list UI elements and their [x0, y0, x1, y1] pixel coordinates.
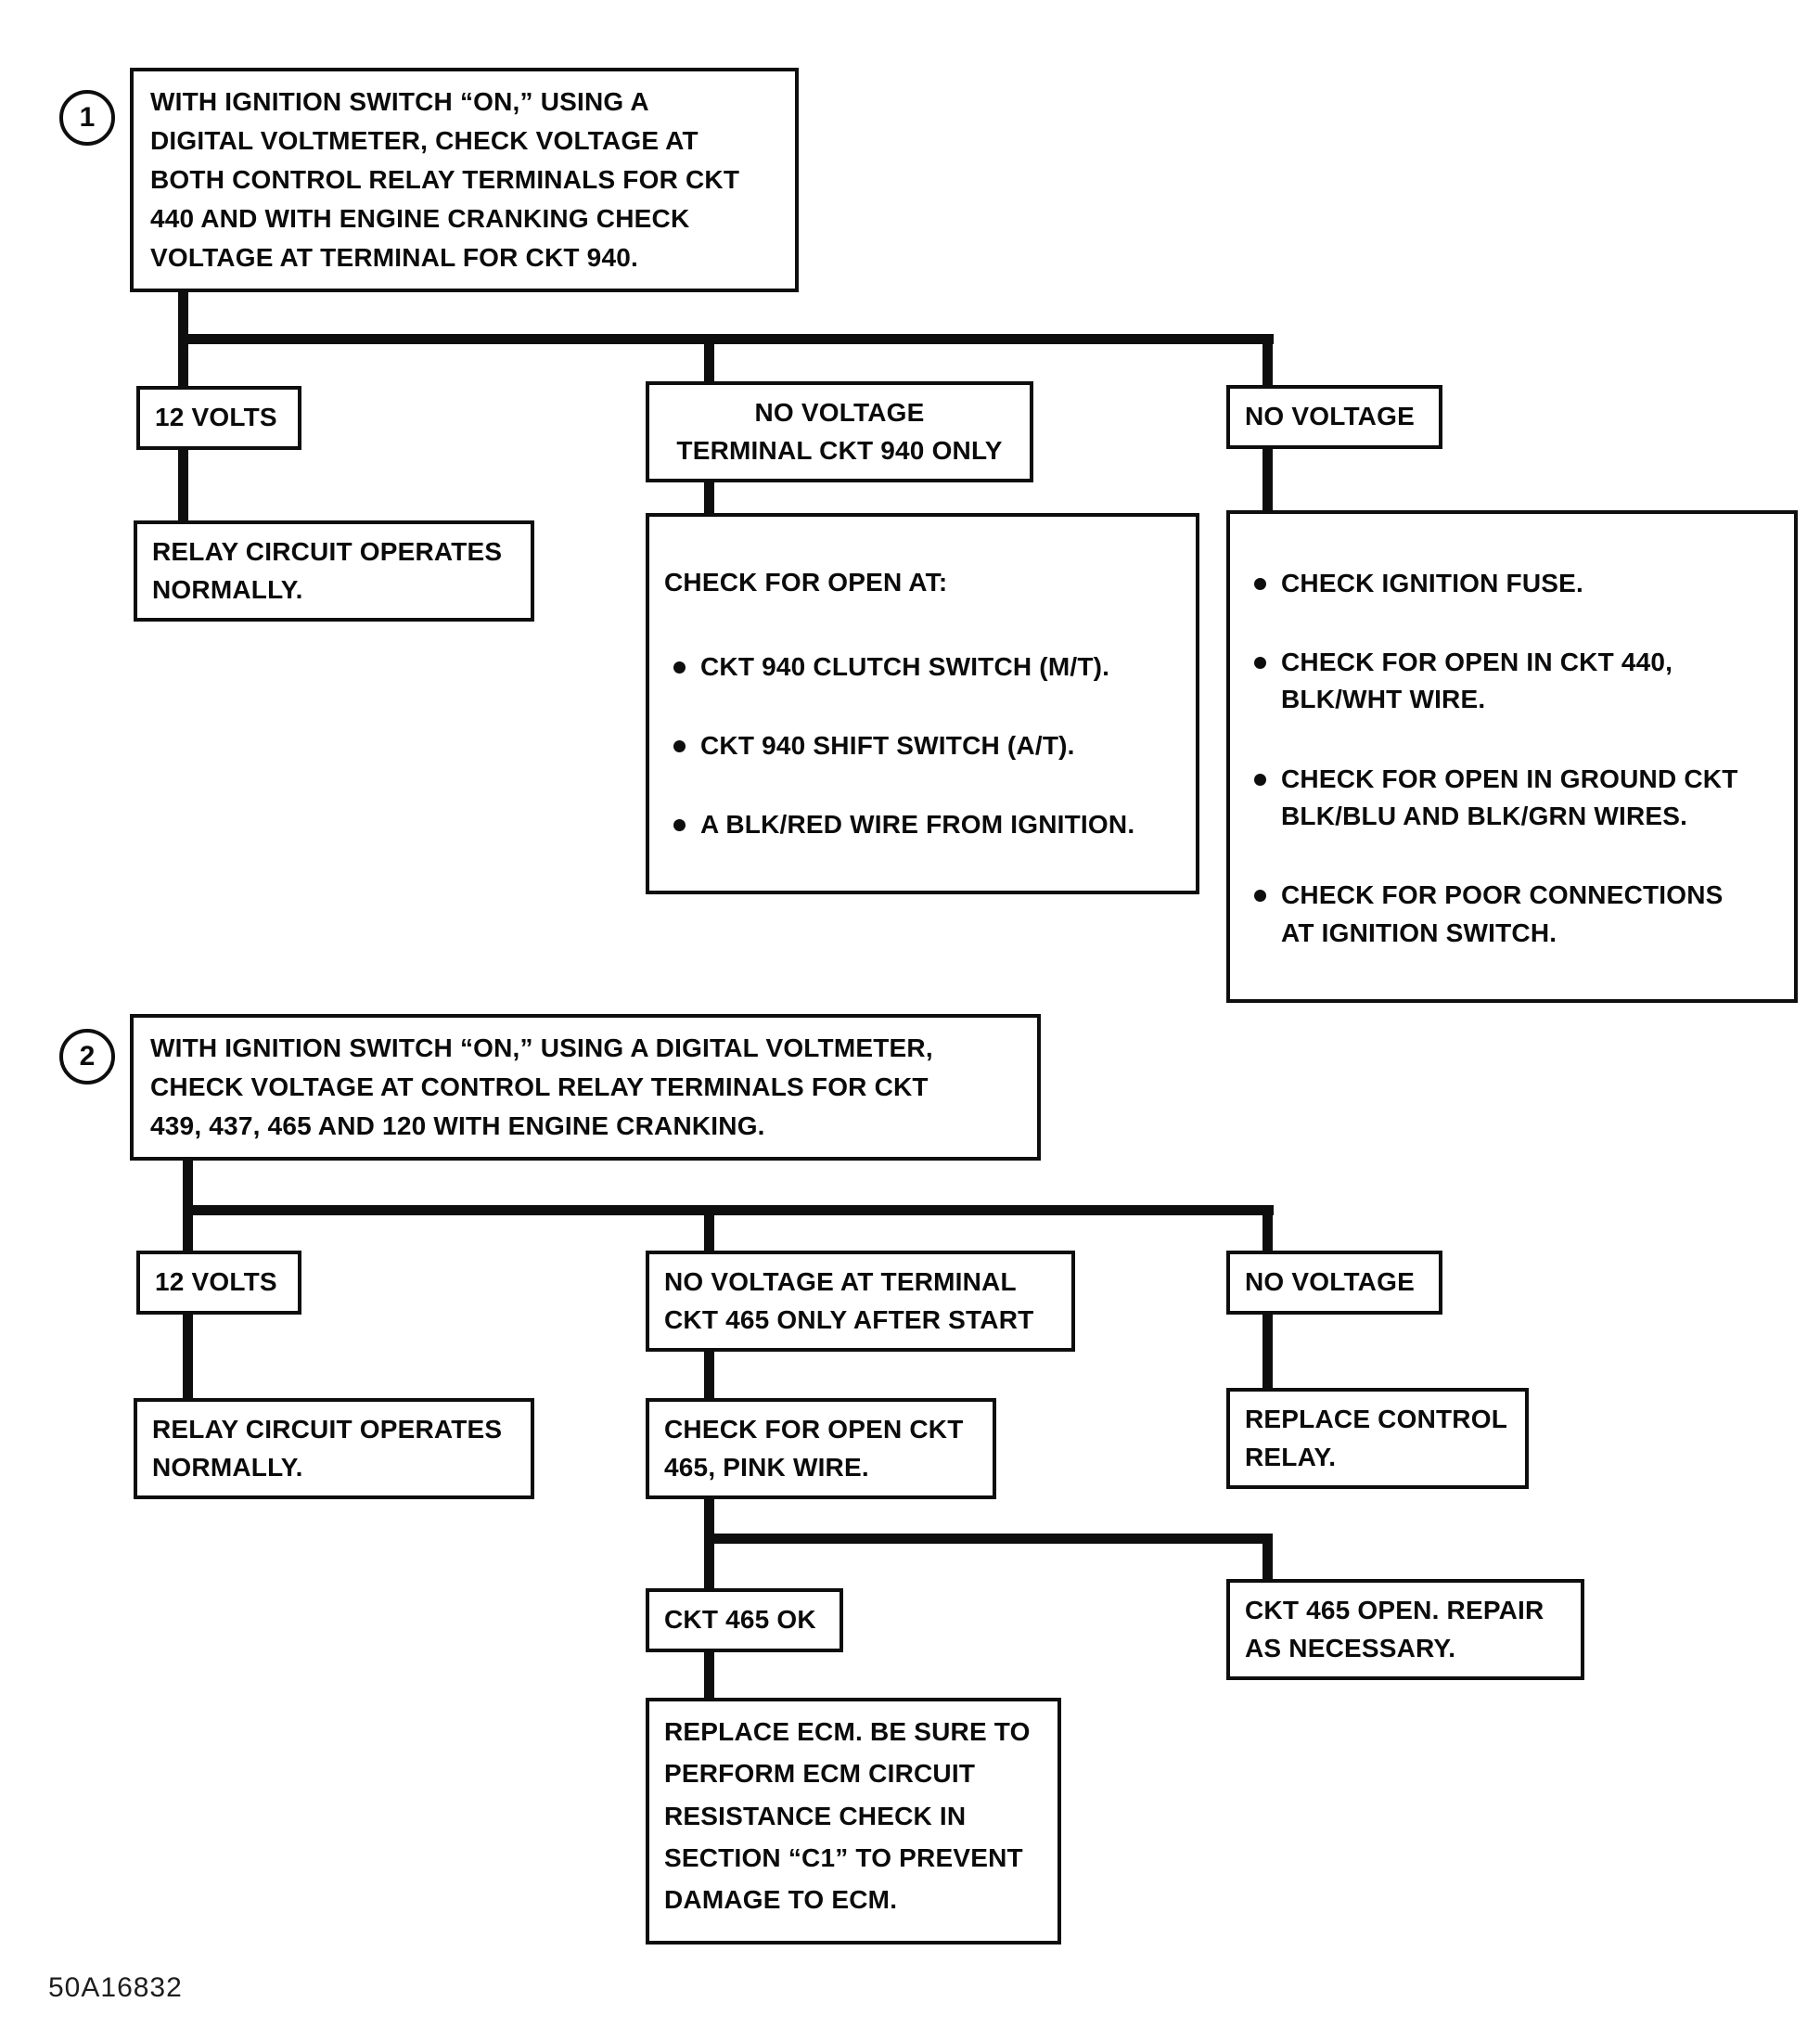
bullet-icon	[1254, 774, 1266, 786]
connector-line	[178, 334, 1274, 344]
checklist-item-text: CHECK FOR OPEN IN GROUND CKT BLK/BLU AND BLK/GRN WIRES.	[1281, 764, 1738, 831]
checklist-item	[1245, 761, 1779, 836]
chart1-condition-12-volts-box: 12 VOLTS	[136, 386, 301, 450]
step-number-badge	[59, 1029, 115, 1085]
bullet-icon	[1254, 578, 1266, 590]
checklist-item	[664, 727, 1181, 765]
checklist-item	[1245, 644, 1779, 719]
chart2-result-relay-normal-box: RELAY CIRCUIT OPERATES NORMALLY.	[134, 1398, 534, 1499]
bullet-icon	[673, 740, 686, 752]
checklist-item-text: A BLK/RED WIRE FROM IGNITION.	[700, 810, 1135, 840]
chart2-result-check-open-465-box: CHECK FOR OPEN CKT 465, PINK WIRE.	[646, 1398, 996, 1499]
chart1-result-ignition-checks-box	[1226, 510, 1798, 1003]
checklist-item-text: CKT 940 SHIFT SWITCH (A/T).	[700, 730, 1075, 760]
step-number: 1	[79, 102, 96, 133]
chart2-condition-no-voltage-465-box: NO VOLTAGE AT TERMINAL CKT 465 ONLY AFTER START	[646, 1251, 1075, 1352]
chart2-result-replace-relay-box: REPLACE CONTROL RELAY.	[1226, 1388, 1529, 1489]
chart1-result-relay-normal-box: RELAY CIRCUIT OPERATES NORMALLY.	[134, 520, 534, 622]
checklist-item	[1245, 877, 1779, 952]
checklist-item	[664, 806, 1181, 844]
bullet-icon	[1254, 890, 1266, 902]
checklist-item-text: CHECK FOR OPEN IN CKT 440, BLK/WHT WIRE.	[1281, 647, 1673, 714]
checklist-item	[664, 648, 1181, 687]
chart1-result-check-open-box	[646, 513, 1199, 894]
checklist-item-text: CKT 940 CLUTCH SWITCH (M/T).	[700, 651, 1110, 681]
checklist-item-text: CHECK FOR POOR CONNECTIONS AT IGNITION SWITCH.	[1281, 880, 1724, 947]
bullet-icon	[673, 819, 686, 831]
checklist-item	[1245, 565, 1779, 603]
chart2-condition-12-volts-box: 12 VOLTS	[136, 1251, 301, 1315]
checklist-item-text: CHECK IGNITION FUSE.	[1281, 568, 1584, 597]
result-heading: CHECK FOR OPEN AT:	[664, 567, 948, 597]
chart2-condition-ckt465-ok-box: CKT 465 OK	[646, 1588, 843, 1652]
step-number: 2	[79, 1041, 96, 1072]
bullet-icon	[1254, 657, 1266, 669]
chart1-condition-no-voltage-940-box: NO VOLTAGE TERMINAL CKT 940 ONLY	[646, 381, 1033, 482]
figure-code: 50A16832	[48, 1972, 183, 2003]
chart2-condition-no-voltage-box: NO VOLTAGE	[1226, 1251, 1442, 1315]
connector-line	[704, 1534, 1273, 1544]
chart2-result-replace-ecm-box: REPLACE ECM. BE SURE TO PERFORM ECM CIRCUIT RESISTANCE CHECK IN SECTION “C1” TO PREVENT DAMAGE TO ECM.	[646, 1698, 1061, 1945]
chart1-instruction-box: WITH IGNITION SWITCH “ON,” USING A DIGITAL VOLTMETER, CHECK VOLTAGE AT BOTH CONTROL RELAY TERMINALS FOR CKT 440 AND WITH ENGINE CRANKING CHECK VOLTAGE AT TERMINAL FOR CKT 940.	[130, 68, 799, 292]
chart1-condition-no-voltage-box: NO VOLTAGE	[1226, 385, 1442, 449]
chart2-condition-ckt465-open-box: CKT 465 OPEN. REPAIR AS NECESSARY.	[1226, 1579, 1584, 1680]
connector-line	[183, 1205, 1274, 1215]
bullet-icon	[673, 661, 686, 674]
step-number-badge	[59, 90, 115, 146]
chart2-instruction-box: WITH IGNITION SWITCH “ON,” USING A DIGITAL VOLTMETER, CHECK VOLTAGE AT CONTROL RELAY TERMINALS FOR CKT 439, 437, 465 AND 120 WITH ENGINE CRANKING.	[130, 1014, 1041, 1161]
